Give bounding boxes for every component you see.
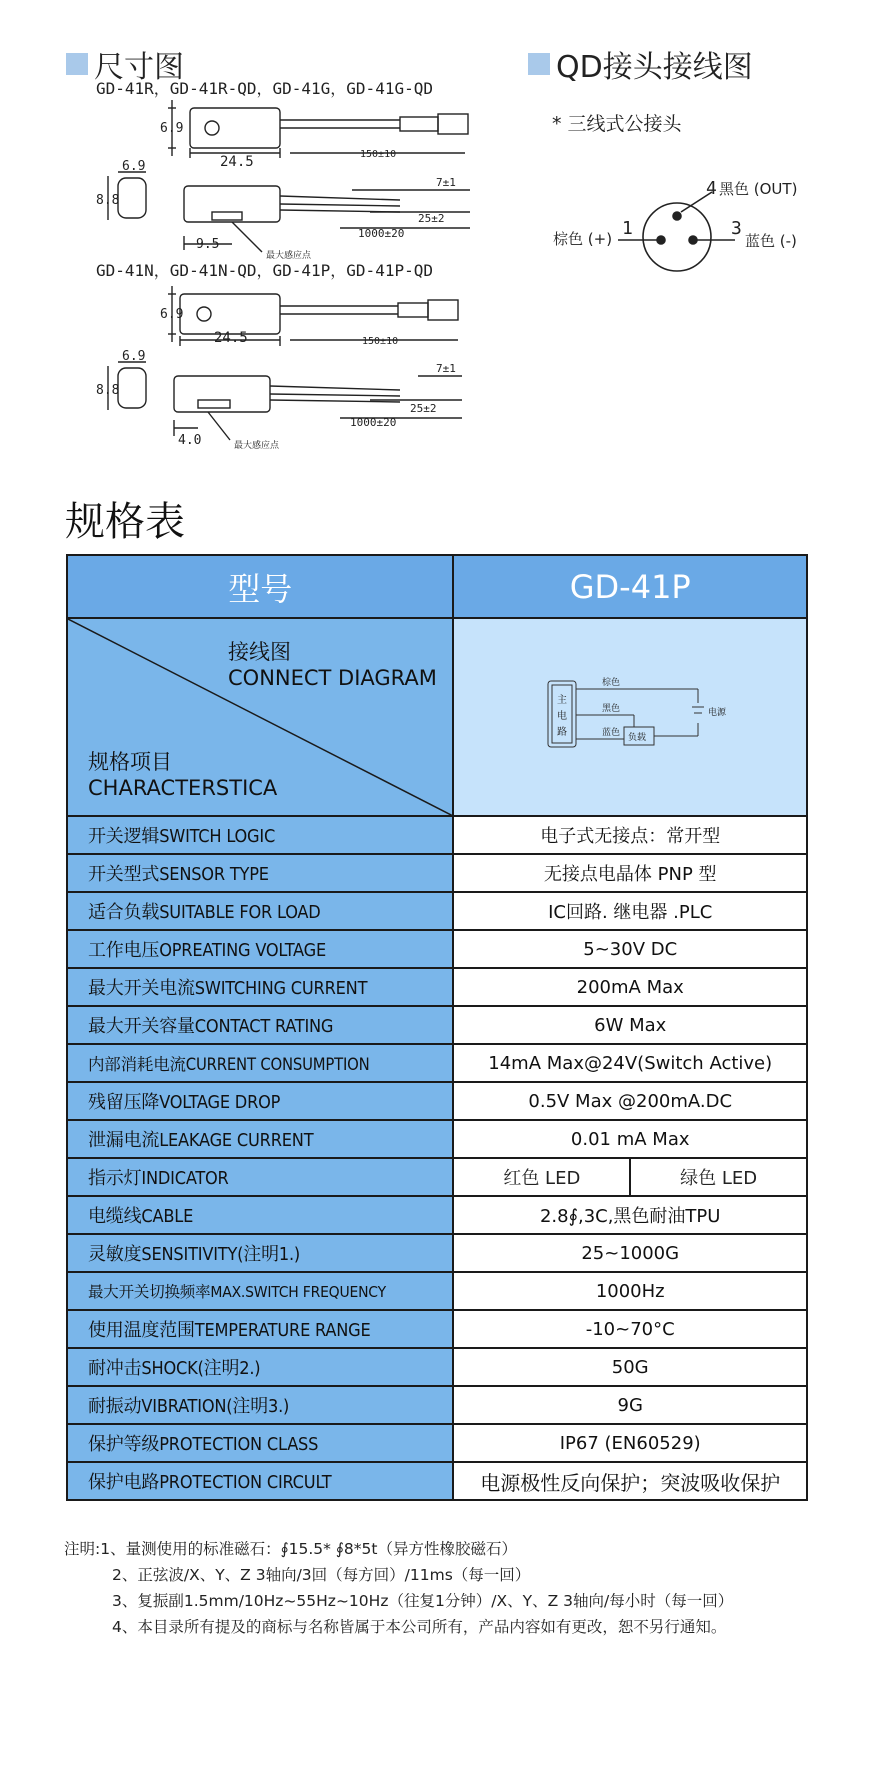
spec-row — [67, 816, 807, 854]
spec-row — [67, 1424, 807, 1462]
qd-subtitle: * 三线式公接头 — [552, 113, 682, 135]
dim-8-8: 8.8 — [96, 193, 120, 208]
spec-row-value: 5~30V DC — [453, 930, 807, 968]
dim-24-5: 24.5 — [220, 154, 254, 170]
spec-row — [67, 1044, 807, 1082]
dim-9-5: 9.5 — [196, 237, 220, 252]
dim-1000-2: 1000±20 — [350, 416, 397, 429]
spec-table — [66, 554, 808, 1501]
spec-row-label: 保护电路PROTECTION CIRCULT — [67, 1462, 453, 1500]
max-sense-label-2: 最大感应点 — [234, 441, 280, 451]
group2-label: GD-41N，GD-41N-QD，GD-41P，GD-41P-QD — [96, 261, 433, 280]
spec-row-value: 无接点电晶体 PNP 型 — [453, 854, 807, 892]
spec-row-value: 电源极性反向保护；突波吸收保护 — [453, 1462, 807, 1500]
diag-top-cn: 接线图 — [228, 640, 291, 664]
spec-row — [67, 1082, 807, 1120]
dim-8-8-2: 8.8 — [96, 383, 120, 398]
spec-row — [67, 854, 807, 892]
spec-row-label: 耐振动VIBRATION(注明3.) — [67, 1386, 453, 1424]
dim-1000: 1000±20 — [358, 227, 405, 240]
wire-blue-label: 蓝色 — [602, 728, 621, 738]
diag-bot-cn: 规格项目 — [88, 750, 172, 774]
spec-row-label: 内部消耗电流CURRENT CONSUMPTION — [67, 1044, 453, 1082]
wiring-lines — [548, 681, 704, 747]
diag-bot-en: CHARACTERSTICA — [88, 776, 278, 800]
spec-row-value: 电子式无接点：常开型 — [453, 816, 807, 854]
dim-7-2: 7±1 — [436, 362, 456, 375]
footnote-1: 注明:1、量测使用的标准磁石：∮15.5* ∮8*5t（异方性橡胶磁石） — [64, 1540, 517, 1558]
dim-25: 25±2 — [418, 212, 445, 225]
spec-row — [67, 1234, 807, 1272]
max-sense-label: 最大感应点 — [266, 251, 312, 261]
spec-row — [67, 1272, 807, 1310]
indicator-red-led: 红色 LED — [453, 1158, 630, 1196]
wiring-diagram-cell — [453, 618, 807, 816]
footnote-2: 2、正弦波/X、Y、Z 3轴向/3回（每方回）/11ms（每一回） — [112, 1566, 531, 1584]
spec-row-value: 0.5V Max @200mA.DC — [453, 1082, 807, 1120]
spec-row-label: 最大开关切换频率MAX.SWITCH FREQUENCY — [67, 1272, 453, 1310]
spec-row — [67, 1386, 807, 1424]
spec-row-value: 6W Max — [453, 1006, 807, 1044]
footnote-3: 3、复振副1.5mm/10Hz~55Hz~10Hz（往复1分钟）/X、Y、Z 3轴向/每小时（每一回） — [112, 1592, 734, 1610]
main-circuit-char-3: 路 — [557, 727, 568, 738]
spec-row — [67, 1006, 807, 1044]
dim-150-2: 150±10 — [362, 336, 399, 347]
spec-row — [67, 968, 807, 1006]
spec-row-label: 开关逻辑SWITCH LOGIC — [67, 816, 453, 854]
spec-row — [67, 930, 807, 968]
indicator-green-led: 绿色 LED — [630, 1158, 807, 1196]
spec-diagram-row — [67, 618, 807, 816]
spec-row-label: 泄漏电流LEAKAGE CURRENT — [67, 1120, 453, 1158]
spec-row-value: 1000Hz — [453, 1272, 807, 1310]
dimension-drawings — [0, 0, 891, 480]
spec-row-value: 25~1000G — [453, 1234, 807, 1272]
spec-row-label: 最大开关电流SWITCHING CURRENT — [67, 968, 453, 1006]
dim-25-2: 25±2 — [410, 402, 437, 415]
spec-row-label: 耐冲击SHOCK(注明2.) — [67, 1348, 453, 1386]
spec-header-model: GD-41P — [453, 555, 807, 618]
spec-row — [67, 1348, 807, 1386]
spec-row-label: 适合负载SUITABLE FOR LOAD — [67, 892, 453, 930]
main-circuit-char-1: 主 — [557, 695, 568, 706]
spec-row — [67, 1120, 807, 1158]
qd-pin4-number: 4 — [706, 178, 717, 199]
spec-header-row — [67, 555, 807, 618]
spec-row-label: 开关型式SENSOR TYPE — [67, 854, 453, 892]
spec-row — [67, 892, 807, 930]
dimensions-title-text: 尺寸图 — [94, 50, 184, 85]
dim-150: 150±10 — [360, 149, 397, 160]
qd-pin1-number: 1 — [622, 218, 633, 239]
dim-6-9: 6.9 — [160, 121, 184, 136]
power-label: 电源 — [708, 708, 727, 718]
footnotes — [64, 1536, 733, 1640]
diag-bottom-text — [88, 749, 277, 801]
load-label: 负载 — [628, 733, 647, 743]
spec-row-label: 工作电压OPREATING VOLTAGE — [67, 930, 453, 968]
dim-7: 7±1 — [436, 176, 456, 189]
dim-6-9-end: 6.9 — [122, 159, 146, 174]
dim-6-9-2: 6.9 — [160, 307, 184, 322]
qd-pin3-label: 蓝色 (-) — [745, 232, 797, 250]
group1-label: GD-41R，GD-41R-QD，GD-41G，GD-41G-QD — [96, 79, 433, 98]
spec-row-label: 电缆线CABLE — [67, 1196, 453, 1234]
sensor-top-view-1 — [168, 100, 468, 158]
main-circuit-char-2: 电 — [557, 711, 568, 722]
spec-row — [67, 1196, 807, 1234]
qd-connector-diagram — [618, 192, 735, 271]
spec-row-value: 9G — [453, 1386, 807, 1424]
spec-header-label: 型号 — [67, 555, 453, 618]
spec-row-label: 灵敏度SENSITIVITY(注明1.) — [67, 1234, 453, 1272]
spec-row-value: 50G — [453, 1348, 807, 1386]
wire-black-label: 黑色 — [602, 704, 621, 714]
diag-top-en: CONNECT DIAGRAM — [228, 666, 437, 690]
spec-row-value: 0.01 mA Max — [453, 1120, 807, 1158]
wire-brown-label: 棕色 — [602, 678, 621, 688]
qd-title-text: QD接头接线图 — [556, 50, 753, 85]
spec-row-value: 200mA Max — [453, 968, 807, 1006]
spec-row-label: 使用温度范围TEMPERATURE RANGE — [67, 1310, 453, 1348]
spec-title: 规格表 — [65, 499, 185, 545]
spec-row-label: 残留压降VOLTAGE DROP — [67, 1082, 453, 1120]
diag-top-text — [228, 639, 437, 691]
spec-row-value: 2.8∮,3C,黑色耐油TPU — [453, 1196, 807, 1234]
sensor-top-view-2 — [168, 286, 458, 346]
qd-pin3-number: 3 — [731, 218, 742, 239]
spec-row — [67, 1462, 807, 1500]
qd-pin4-label: 黑色 (OUT) — [719, 180, 798, 198]
spec-row-label: 保护等级PROTECTION CLASS — [67, 1424, 453, 1462]
spec-row-value: IC回路. 继电器 .PLC — [453, 892, 807, 930]
spec-row-value: 14mA Max@24V(Switch Active) — [453, 1044, 807, 1082]
spec-row-value: -10~70°C — [453, 1310, 807, 1348]
spec-row-indicator — [67, 1158, 807, 1196]
footnote-4: 4、本目录所有提及的商标与名称皆属于本公司所有，产品内容如有更改，恕不另行通知。 — [112, 1618, 727, 1636]
diagram-header-cell — [67, 618, 453, 816]
qd-pin1-label: 棕色 (+) — [553, 230, 613, 248]
wiring-diagram — [454, 619, 804, 817]
dim-6-9-end-2: 6.9 — [122, 349, 146, 364]
spec-row-value: IP67 (EN60529) — [453, 1424, 807, 1462]
spec-row-label: 指示灯INDICATOR — [67, 1158, 453, 1196]
spec-row — [67, 1310, 807, 1348]
dim-24-5-2: 24.5 — [214, 330, 248, 346]
spec-row-label: 最大开关容量CONTACT RATING — [67, 1006, 453, 1044]
dim-4-0: 4.0 — [178, 433, 202, 448]
